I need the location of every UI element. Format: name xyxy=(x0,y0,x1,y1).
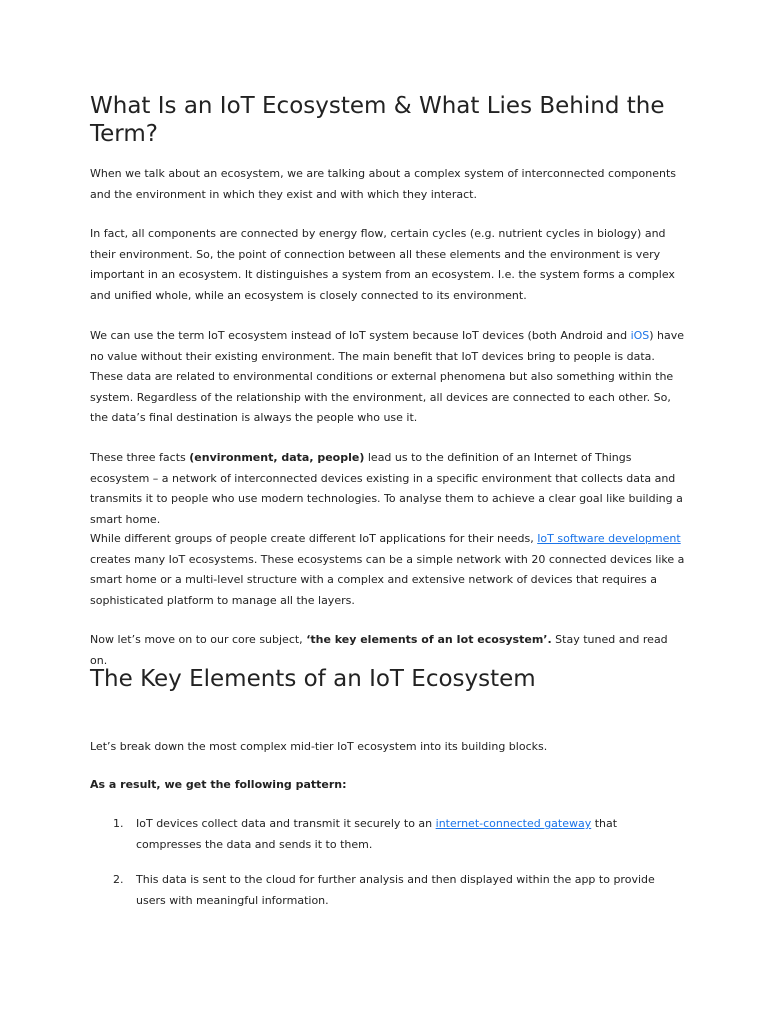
list-item-number: 1. xyxy=(113,817,124,830)
internet-connected-gateway-link[interactable]: internet-connected gateway xyxy=(435,817,592,830)
paragraph-break-down: Let’s break down the most complex mid-tier IoT ecosystem into its building blocks. xyxy=(90,740,548,753)
pattern-steps-list xyxy=(90,814,686,926)
paragraph-iot-applications xyxy=(90,529,686,611)
ios-link[interactable]: iOS xyxy=(630,329,650,342)
paragraph-ecosystem-definition: When we talk about an ecosystem, we are talking about a complex system of interconnected components and the environment in which they exist and with which they interact. xyxy=(90,167,676,201)
text-segment: Now let’s move on to our core subject, xyxy=(90,633,307,646)
page-title: What Is an IoT Ecosystem & What Lies Behind the Term? xyxy=(90,93,665,147)
list-item xyxy=(90,814,686,855)
text-segment: Stay tuned and read on. xyxy=(90,633,668,667)
pattern-heading-text: As a result, we get the following pattern: xyxy=(90,778,347,791)
bold-core-subject: ‘the key elements of an Iot ecosystem’. xyxy=(306,633,552,646)
paragraph-iot-ecosystem-term xyxy=(90,326,686,429)
list-item-number: 2. xyxy=(113,873,124,887)
paragraph-components-connection: In fact, all components are connected by energy flow, certain cycles (e.g. nutrient cycles in biology) and their environment. So, the point of connection between all these elements and the environment is very important in an ecosystem. It distinguishes a system from an ecosystem. I.e. the system forms a complex and unified whole, while an ecosystem is closely connected to its environment. xyxy=(90,227,675,302)
text-segment: that compresses the data and sends it to them. xyxy=(136,817,618,851)
text-segment: IoT devices collect data and transmit it securely to an xyxy=(136,817,436,830)
list-item xyxy=(90,870,686,911)
iot-software-development-link[interactable]: IoT software development xyxy=(537,532,681,545)
text-segment: This data is sent to the cloud for further analysis and then displayed within the app to provide users with meaningful information. xyxy=(136,873,655,907)
pattern-heading xyxy=(90,775,686,796)
text-segment: ) have no value without their existing environment. The main benefit that IoT devices bring to people is data. These data are related to environmental conditions or external phenomena but also something within the system. Regardless of the relationship with the environment, all devices are connected to each other. So, the data’s final destination is always the people who use it. xyxy=(90,329,685,425)
text-segment: creates many IoT ecosystems. These ecosystems can be a simple network with 20 connected devices like a smart home or a multi-level structure with a complex and extensive network of devices that requires a sophisticated platform to manage all the layers. xyxy=(90,552,685,607)
text-segment: lead us to the definition of an Internet of Things ecosystem – a network of interconnected devices existing in a specific environment that collects data and transmits it to people who use modern technologies. To analyse them to achieve a clear goal like building a smart home. xyxy=(90,451,683,526)
text-segment: These three facts xyxy=(90,451,190,464)
text-segment: We can use the term IoT ecosystem instead of IoT system because IoT devices (both Android and xyxy=(90,329,631,342)
text-segment: While different groups of people create different IoT applications for their needs, xyxy=(90,532,538,545)
paragraph-three-facts xyxy=(90,448,686,530)
section-title: The Key Elements of an IoT Ecosystem xyxy=(90,666,536,692)
bold-facts: (environment, data, people) xyxy=(189,451,365,464)
